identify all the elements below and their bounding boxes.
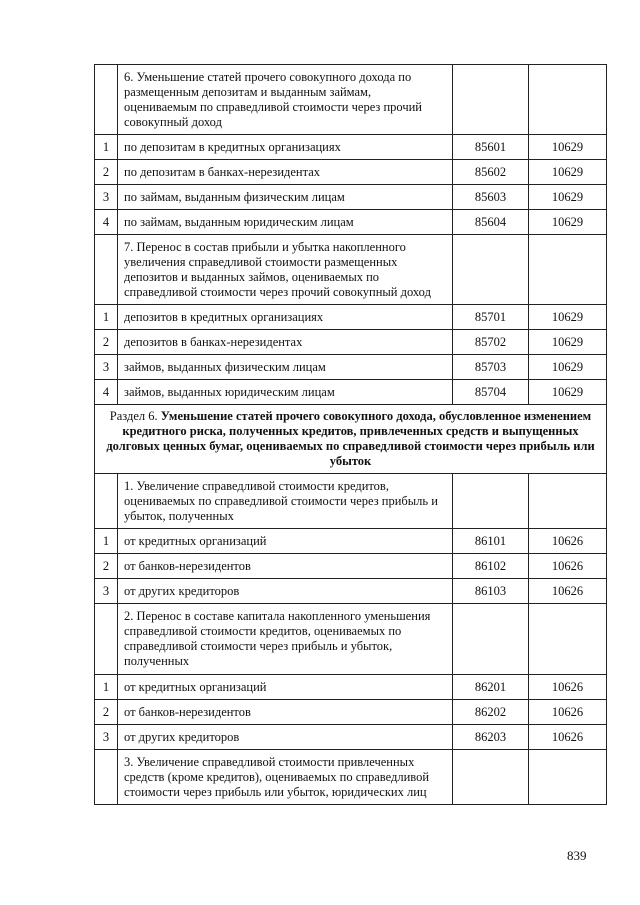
row-name: займов, выданных физическим лицам: [118, 355, 453, 380]
row-number: 1: [95, 529, 118, 554]
row-number: [95, 235, 118, 305]
row-name: от других кредиторов: [118, 579, 453, 604]
group-header-row: [95, 750, 607, 805]
account-number: 10629: [529, 380, 607, 405]
table-row: [95, 210, 607, 235]
row-number: 2: [95, 554, 118, 579]
table-row: [95, 725, 607, 750]
row-number: 1: [95, 675, 118, 700]
table-row: [95, 305, 607, 330]
row-number: 3: [95, 355, 118, 380]
row-name: по займам, выданным физическим лицам: [118, 185, 453, 210]
table-row: [95, 135, 607, 160]
account-number: [529, 750, 607, 805]
row-name: займов, выданных юридическим лицам: [118, 380, 453, 405]
symbol-code: 86103: [453, 579, 529, 604]
row-number: [95, 474, 118, 529]
symbol-code: 85703: [453, 355, 529, 380]
account-number: 10629: [529, 355, 607, 380]
account-number: 10629: [529, 185, 607, 210]
symbol-code: [453, 604, 529, 675]
account-number: 10629: [529, 135, 607, 160]
account-number: 10629: [529, 330, 607, 355]
table-row: [95, 554, 607, 579]
row-number: 1: [95, 135, 118, 160]
table-row: [95, 160, 607, 185]
symbol-code: 85604: [453, 210, 529, 235]
row-name: от банков-нерезидентов: [118, 700, 453, 725]
symbol-code: 86102: [453, 554, 529, 579]
account-number: 10626: [529, 579, 607, 604]
row-number: 3: [95, 185, 118, 210]
row-number: 4: [95, 210, 118, 235]
row-number: 3: [95, 579, 118, 604]
account-number: [529, 65, 607, 135]
symbol-code: 85704: [453, 380, 529, 405]
row-name: от других кредиторов: [118, 725, 453, 750]
symbol-code: 86101: [453, 529, 529, 554]
row-name: по депозитам в кредитных организациях: [118, 135, 453, 160]
row-number: 3: [95, 725, 118, 750]
table-row: [95, 529, 607, 554]
symbol-code: [453, 65, 529, 135]
symbol-code: 85601: [453, 135, 529, 160]
group-title: 6. Уменьшение статей прочего совокупного дохода по размещенным депозитам и выданным займам, оцениваемым по справедливой стоимости через прочий совокупный доход: [118, 65, 453, 135]
row-number: 2: [95, 330, 118, 355]
symbol-code: 85602: [453, 160, 529, 185]
symbol-code: 86202: [453, 700, 529, 725]
row-name: от банков-нерезидентов: [118, 554, 453, 579]
symbol-code: 86201: [453, 675, 529, 700]
page-number: 839: [567, 848, 587, 863]
group-title: 2. Перенос в составе капитала накопленного уменьшения справедливой стоимости кредитов, оцениваемых по справедливой стоимости через прибыль и убыток, полученных: [118, 604, 453, 675]
table-row: [95, 700, 607, 725]
account-number: [529, 235, 607, 305]
accounts-table-body: [95, 65, 607, 805]
symbol-code: [453, 235, 529, 305]
table-row: [95, 330, 607, 355]
section-title: Уменьшение статей прочего совокупного дохода, обусловленное изменением кредитного риска, полученных кредитов, привлеченных средств и выпущенных долговых ценных бумаг, оцениваемых по справедливой стоимости через прибыль или убыток: [106, 409, 595, 468]
account-number: 10629: [529, 160, 607, 185]
symbol-code: [453, 474, 529, 529]
symbol-code: [453, 750, 529, 805]
row-name: депозитов в банках-нерезидентах: [118, 330, 453, 355]
account-number: [529, 474, 607, 529]
group-header-row: [95, 474, 607, 529]
row-number: [95, 750, 118, 805]
account-number: 10626: [529, 725, 607, 750]
row-name: от кредитных организаций: [118, 675, 453, 700]
row-name: депозитов в кредитных организациях: [118, 305, 453, 330]
section-heading-row: [95, 405, 607, 474]
account-number: 10626: [529, 554, 607, 579]
account-number: 10629: [529, 210, 607, 235]
row-name: по займам, выданным юридическим лицам: [118, 210, 453, 235]
symbol-code: 86203: [453, 725, 529, 750]
table-row: [95, 675, 607, 700]
row-number: 2: [95, 160, 118, 185]
group-title: 7. Перенос в состав прибыли и убытка накопленного увеличения справедливой стоимости размещенных депозитов и выданных займов, оцениваемых по справедливой стоимости через прочий совокупный доход: [118, 235, 453, 305]
account-number: 10626: [529, 700, 607, 725]
group-title: 3. Увеличение справедливой стоимости привлеченных средств (кроме кредитов), оцениваемых по справедливой стоимости через прибыль или убыток, юридических лиц: [118, 750, 453, 805]
row-number: 2: [95, 700, 118, 725]
group-header-row: [95, 65, 607, 135]
group-header-row: [95, 235, 607, 305]
symbol-code: 85701: [453, 305, 529, 330]
section-prefix: Раздел 6.: [109, 409, 161, 423]
symbol-code: 85603: [453, 185, 529, 210]
table-row: [95, 380, 607, 405]
group-title: 1. Увеличение справедливой стоимости кредитов, оцениваемых по справедливой стоимости через прибыль и убыток, полученных: [118, 474, 453, 529]
section-heading: [95, 405, 607, 474]
account-number: 10629: [529, 305, 607, 330]
row-number: [95, 65, 118, 135]
row-name: по депозитам в банках-нерезидентах: [118, 160, 453, 185]
group-header-row: [95, 604, 607, 675]
table-row: [95, 185, 607, 210]
table-row: [95, 579, 607, 604]
row-number: [95, 604, 118, 675]
symbol-code: 85702: [453, 330, 529, 355]
row-name: от кредитных организаций: [118, 529, 453, 554]
table-row: [95, 355, 607, 380]
account-number: 10626: [529, 675, 607, 700]
account-number: 10626: [529, 529, 607, 554]
row-number: 4: [95, 380, 118, 405]
account-number: [529, 604, 607, 675]
row-number: 1: [95, 305, 118, 330]
accounts-table: [94, 64, 607, 805]
